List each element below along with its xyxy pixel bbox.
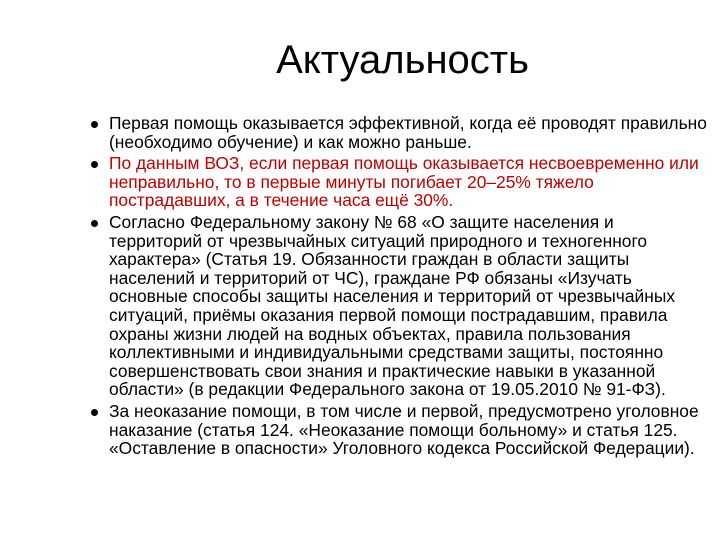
bullet-icon [91, 121, 98, 128]
bullet-list [90, 114, 710, 461]
bullet-text: За неоказание помощи, в том числе и первой, предусмотрено уголовное наказание (статья 124. «Неоказание помощи больному» и статья 125. «Оставление в опасности» Уголовного кодекса Российской Федерации). [109, 400, 699, 459]
bullet-icon [91, 161, 98, 168]
bullet-item-federal-law [90, 213, 710, 399]
bullet-icon [91, 220, 98, 227]
bullet-item-first-aid-effectiveness [90, 114, 710, 151]
bullet-item-who-statistics [90, 154, 710, 210]
bullet-text: По данным ВОЗ, если первая помощь оказывается несвоевременно или неправильно, то в первые минуты погибает 20–25% тяжело пострадавших, а в течение часа ещё 30%. [109, 153, 699, 211]
slide-title: Актуальность [276, 38, 529, 82]
bullet-icon [91, 409, 98, 416]
bullet-text: Согласно Федеральному закону № 68 «О защите населения и территорий от чрезвычайных ситуаций природного и техногенного характера» (Статья 19. Обязанности граждан в области защиты населений и территорий от ЧС), граждане РФ обязаны «Изучать основные способы защиты населения и территорий от чрезвычайных ситуаций, приёмы оказания первой помощи пострадавшим, правила охраны жизни людей на водных объектах, правила пользования коллективными и индивидуальными средствами защиты, постоянно совершенствовать свои знания и практические навыки в указанной области» (в редакции Федерального закона от 19.05.2010 № 91-ФЗ). [109, 211, 676, 400]
bullet-item-criminal-liability [90, 402, 710, 458]
bullet-text: Первая помощь оказывается эффективной, когда её проводят правильно (необходимо обучение) и как можно раньше. [109, 113, 707, 152]
